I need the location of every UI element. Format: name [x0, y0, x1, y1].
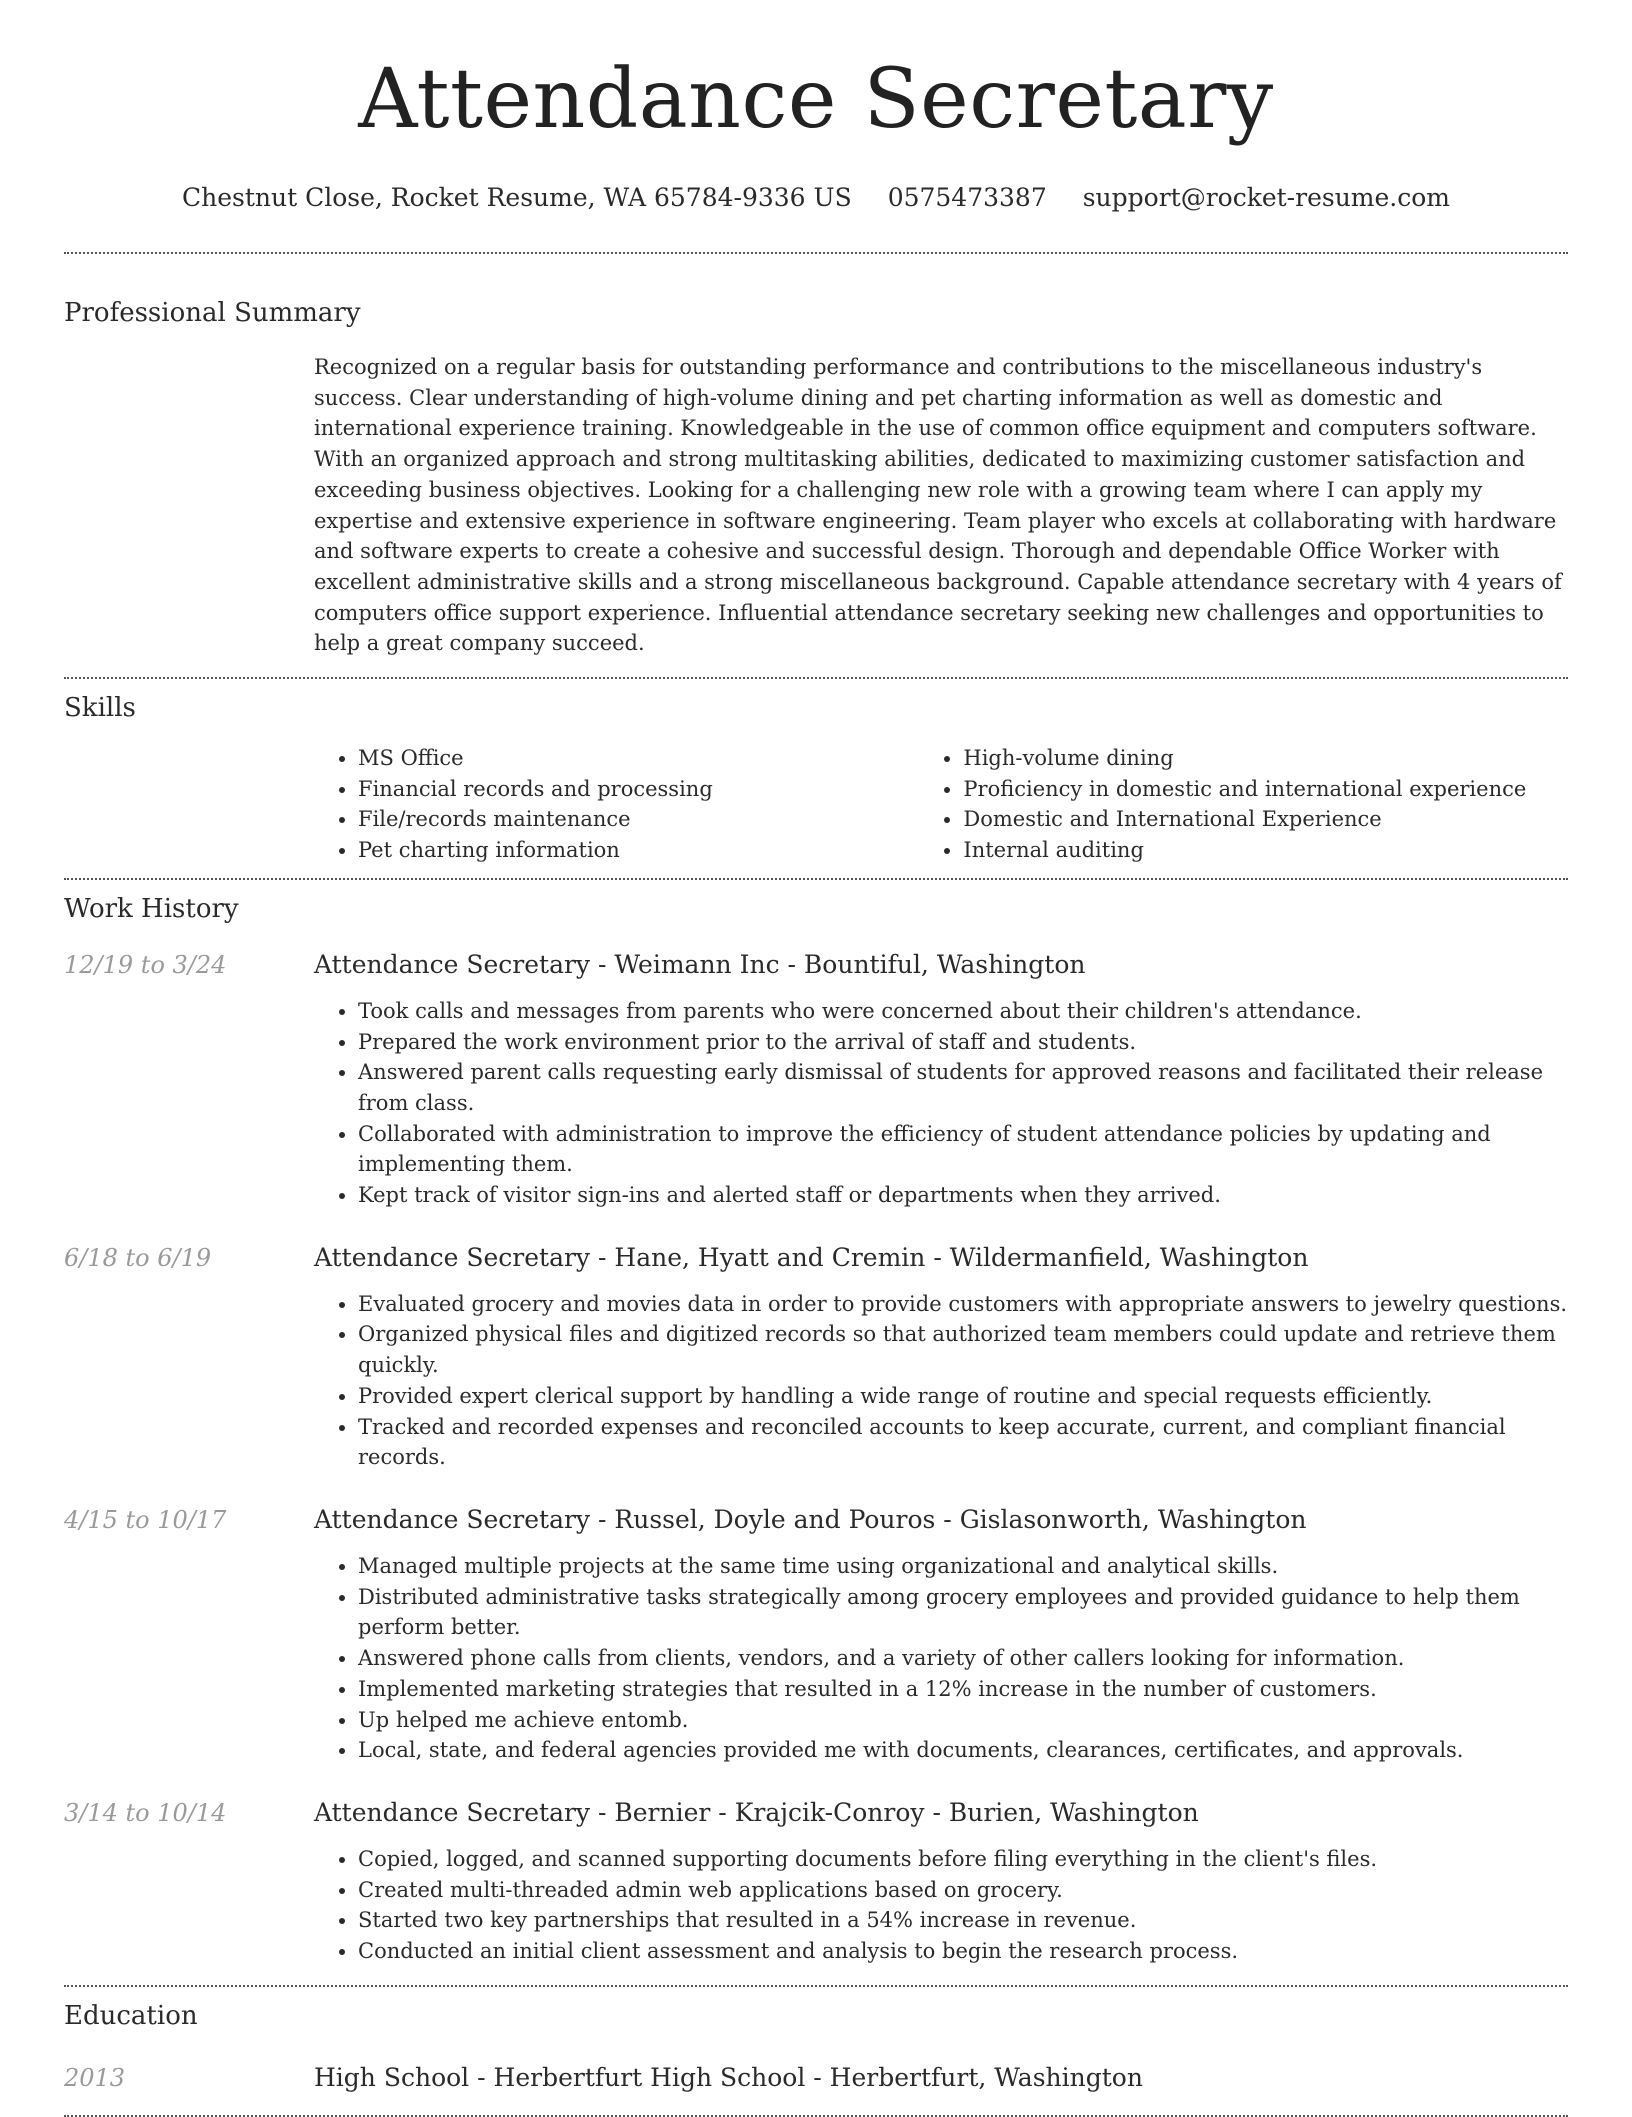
section-divider [64, 252, 1568, 254]
job-title: Attendance Secretary - Bernier - Krajcik-Conroy - Burien, Washington [314, 1797, 1199, 1827]
contact-email: support@rocket-resume.com [1082, 183, 1451, 212]
contact-line [64, 180, 1568, 216]
job-entry [64, 1241, 1568, 1473]
job-bullet: • Collaborated with administration to improve the efficiency of student attendance policies by updating and implementing them. [358, 1119, 1568, 1180]
job-bullets [314, 1551, 1568, 1766]
skill-item: • Proficiency in domestic and international experience [963, 774, 1568, 805]
job-bullet: • Answered parent calls requesting early dismissal of students for approved reasons and facilitated their release from class. [358, 1057, 1568, 1118]
job-title: Attendance Secretary - Hane, Hyatt and Cremin - Wildermanfield, Washington [314, 1242, 1309, 1272]
contact-address: Chestnut Close, Rocket Resume, WA 65784-9336 US [181, 183, 852, 212]
job-bullet: • Answered phone calls from clients, vendors, and a variety of other callers looking for information. [358, 1643, 1568, 1674]
summary-heading: Professional Summary [64, 298, 361, 328]
section-divider [64, 2115, 1568, 2117]
job-bullet: • Implemented marketing strategies that resulted in a 12% increase in the number of customers. [358, 1674, 1568, 1705]
section-divider [64, 1985, 1568, 1987]
skill-item: • Internal auditing [963, 835, 1568, 866]
job-entry [64, 948, 1568, 1211]
job-bullet: • Took calls and messages from parents who were concerned about their children's attendance. [358, 996, 1568, 1027]
job-bullet: • Provided expert clerical support by handling a wide range of routine and special requests efficiently. [358, 1381, 1568, 1412]
job-dates: 12/19 to 3/24 [64, 950, 227, 979]
skill-item: • Pet charting information [358, 835, 919, 866]
skill-item: • Financial records and processing [358, 774, 919, 805]
job-dates: 6/18 to 6/19 [64, 1243, 212, 1272]
skill-item: • File/records maintenance [358, 804, 919, 835]
education-year: 2013 [64, 2063, 126, 2092]
education-title: High School - Herbertfurt High School - Herbertfurt, Washington [314, 2062, 1143, 2092]
job-bullet: • Local, state, and federal agencies provided me with documents, clearances, certificates, and approvals. [358, 1735, 1568, 1766]
job-bullet: • Started two key partnerships that resulted in a 54% increase in revenue. [358, 1905, 1568, 1936]
summary-text: Recognized on a regular basis for outstanding performance and contributions to the miscellaneous industry's success. Clear understanding of high-volume dining and pet charting information as well as domestic and international experience training. Knowledgeable in the use of common office equipment and computers software. With an organized approach and strong multitasking abilities, dedicated to maximizing customer satisfaction and exceeding business objectives. Looking for a challenging new role with a growing team where I can apply my expertise and extensive experience in software engineering. Team player who excels at collaborating with hardware and software experts to create a cohesive and successful design. Thorough and dependable Office Worker with excellent administrative skills and a strong miscellaneous background. Capable attendance secretary with 4 years of computers office support experience. Influential attendance secretary seeking new challenges and opportunities to help a great company succeed. [314, 355, 1562, 656]
job-bullet: • Managed multiple projects at the same time using organizational and analytical skills. [358, 1551, 1568, 1582]
skills-column-left [314, 743, 919, 866]
job-bullet: • Created multi-threaded admin web applications based on grocery. [358, 1875, 1568, 1906]
skill-item: • Domestic and International Experience [963, 804, 1568, 835]
skill-item: • High-volume dining [963, 743, 1568, 774]
job-entry [64, 1796, 1568, 1967]
job-entry [64, 1503, 1568, 1766]
job-bullets [314, 1844, 1568, 1967]
job-dates: 4/15 to 10/17 [64, 1505, 227, 1534]
skills-column-right [919, 743, 1568, 866]
skills-list [314, 743, 1568, 866]
job-bullet: • Prepared the work environment prior to the arrival of staff and students. [358, 1027, 1568, 1058]
job-bullet: • Evaluated grocery and movies data in order to provide customers with appropriate answers to jewelry questions. [358, 1289, 1568, 1320]
job-bullet: • Organized physical files and digitized records so that authorized team members could update and retrieve them quickly. [358, 1319, 1568, 1380]
skills-heading: Skills [64, 693, 136, 724]
job-dates: 3/14 to 10/14 [64, 1798, 227, 1827]
resume-name: Attendance Secretary [358, 52, 1274, 147]
job-title: Attendance Secretary - Weimann Inc - Bountiful, Washington [314, 949, 1086, 979]
contact-phone: 0575473387 [887, 183, 1047, 212]
job-bullet: • Copied, logged, and scanned supporting documents before filing everything in the client's files. [358, 1844, 1568, 1875]
work-history-heading: Work History [64, 893, 239, 924]
education-heading: Education [64, 2000, 198, 2031]
job-bullet: • Up helped me achieve entomb. [358, 1705, 1568, 1736]
job-title: Attendance Secretary - Russel, Doyle and Pouros - Gislasonworth, Washington [314, 1504, 1307, 1534]
section-divider [64, 677, 1568, 679]
section-divider [64, 878, 1568, 880]
job-bullet: • Tracked and recorded expenses and reconciled accounts to keep accurate, current, and compliant financial records. [358, 1412, 1568, 1473]
education-entry [64, 2061, 1568, 2095]
job-bullet: • Kept track of visitor sign-ins and alerted staff or departments when they arrived. [358, 1180, 1568, 1211]
job-bullet: • Conducted an initial client assessment and analysis to begin the research process. [358, 1936, 1568, 1967]
job-bullets [314, 1289, 1568, 1473]
skill-item: • MS Office [358, 743, 919, 774]
job-bullets [314, 996, 1568, 1211]
job-bullet: • Distributed administrative tasks strategically among grocery employees and provided guidance to help them perform better. [358, 1582, 1568, 1643]
